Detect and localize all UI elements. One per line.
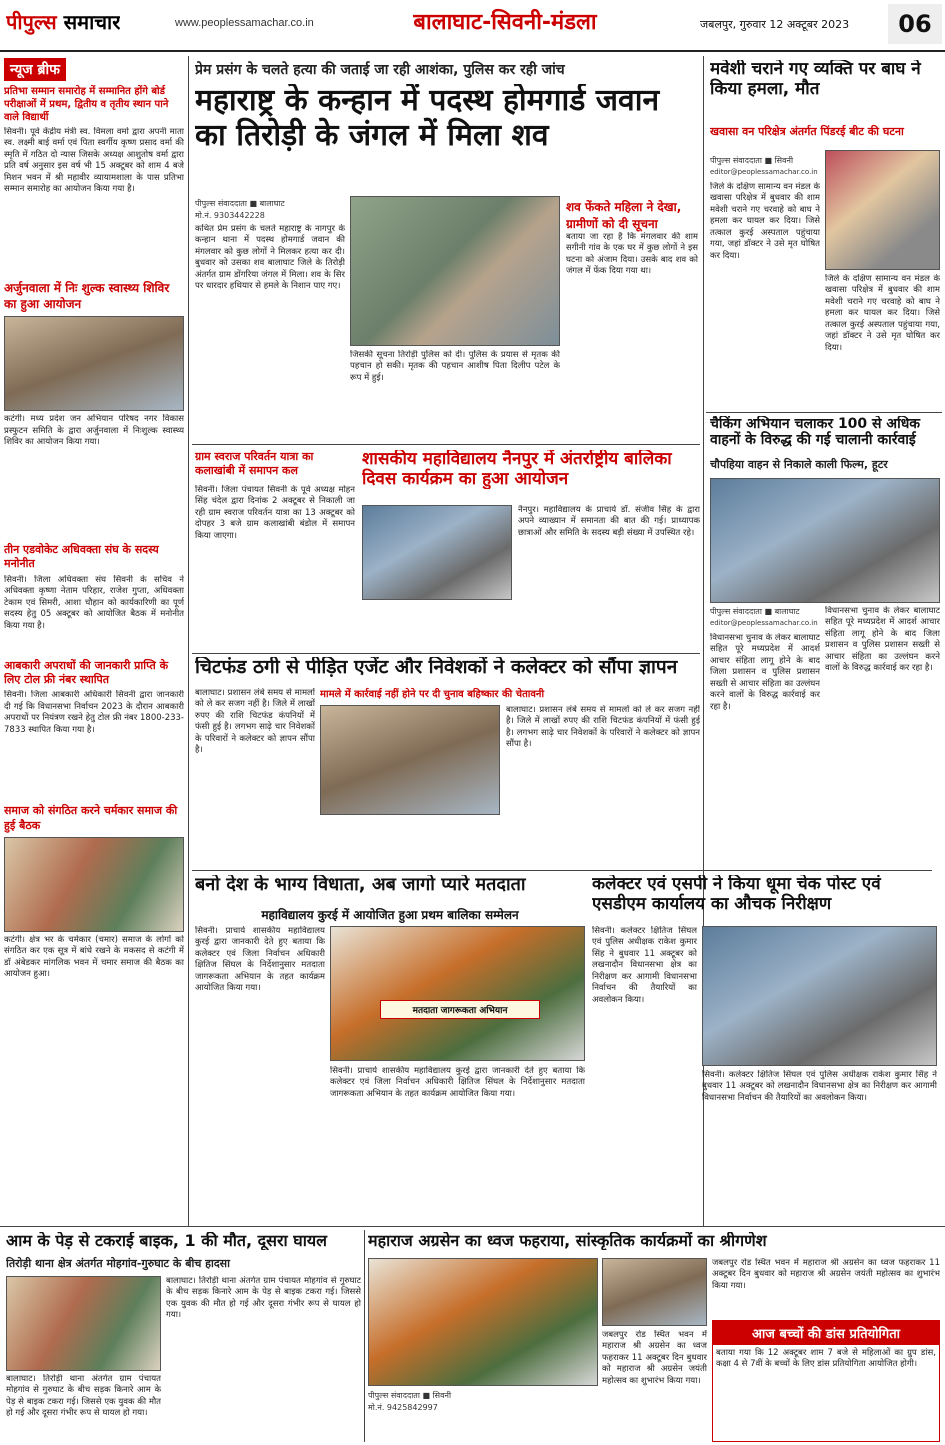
checking-body: विधानसभा चुनाव के लेकर बालाघाट सहित पूरे मध्यप्रदेश में आदर्श आचार संहिता लागू होने के बाद जिला प्रशासन व पुलिस प्रशासन सख्ती से आचार संहिता का उल्लंघन करने वालों के विरुद्ध कार्रवाई कर रहा है। bbox=[710, 633, 820, 712]
lead-subhead: शव फेंकते महिला ने देखा, ग्रामीणों को दी सूचना bbox=[566, 200, 682, 231]
column-rule bbox=[364, 1230, 365, 1442]
lead-photo bbox=[350, 196, 560, 346]
agrasen-photo bbox=[368, 1258, 598, 1386]
lead-kicker: प्रेम प्रसंग के चलते हत्या की जताई जा रही आशंका, पुलिस कर रही जांच bbox=[195, 62, 565, 78]
tiger-body: जिले के दक्षिण सामान्य वन मंडल के खवासा परिक्षेत्र में बुधवार की शाम मवेशी चराने गए चरवाहे को बाघ ने हमला कर घायल कर दिया। जिसे तत्काल कुरई अस्पताल पहुंचाया गया, जहां डॉक्टर ने उसे मृत घोषित कर दिया। bbox=[710, 182, 820, 261]
checking-subhead: चौपहिया वाहन से निकाले काली फिल्म, हूटर bbox=[710, 458, 888, 471]
website-url: www.peoplessamachar.co.in bbox=[175, 17, 314, 29]
voters-banner: मतदाता जागरूकता अभियान bbox=[380, 1000, 540, 1019]
accident-body-cont: बालाघाट। तिरोड़ी थाना अंतर्गत ग्राम पंचायत मोहगांव से गुरुघाट के बीच सड़क किनारे आम के पेड़ से बाइक टकरा गई। जिससे एक युवक की मौत हो गई और दूसरा गंभीर रूप से घायल हो गया। bbox=[166, 1276, 361, 1321]
voters-body: सिवनी। प्राचार्य शासकीय महाविद्यालय कुरई द्वारा जानकारी देते हुए बताया कि कलेक्टर एवं जिला निर्वाचन अधिकारी क्षितिज सिंघल के निर्देशानुसार मतदाता जागरूकता अभियान के तहत कार्यक्रम आयोजित किया गया। bbox=[195, 926, 325, 994]
voters-subhead: महाविद्यालय कुरई में आयोजित हुआ प्रथम बालिका सम्मेलन bbox=[261, 908, 519, 922]
tiger-victim-photo bbox=[825, 150, 940, 270]
voters-body-cont: सिवनी। प्राचार्य शासकीय महाविद्यालय कुरई द्वारा जानकारी देते हुए बताया कि कलेक्टर एवं जिला निर्वाचन अधिकारी क्षितिज सिंघल के निर्देशानुसार मतदाता जागरूकता अभियान के तहत कार्यक्रम आयोजित किया गया। bbox=[330, 1066, 585, 1099]
brief-headline: तीन एडवोकेट अधिवक्ता संघ के सदस्य मनोनीत bbox=[4, 543, 159, 571]
brief-headline: अर्जुनवाला में निः शुल्क स्वास्थ्य शिविर का हुआ आयोजन bbox=[4, 281, 170, 311]
byline: पीपुल्स संवाददाता ■ सिवनी bbox=[368, 1391, 452, 1400]
chitfund-headline: चिटफंड ठगी से पीड़ित एजेंट और निवेशकों ने कलेक्टर को सौंपा ज्ञापन bbox=[195, 657, 678, 678]
dateline: जबलपुर, गुरुवार 12 अक्टूबर 2023 bbox=[700, 18, 850, 31]
tiger-subhead: खवासा वन परिक्षेत्र अंतर्गत पिंडरई बीट की घटना bbox=[710, 125, 904, 138]
gram-headline: ग्राम स्वराज परिवर्तन यात्रा का कलाखांबी में समापन कल bbox=[195, 450, 314, 478]
chitfund-body: बालाघाट। प्रशासन लंबे समय से मामलों को ले कर सजग नहीं है। जिले में लाखों रुपए की राशि चिटफंड कंपनियों में फंसी हुई है। लगभग साढ़े चार निवेशकों के परिवारों ने कलेक्टर को ज्ञापन सौंपा है। bbox=[195, 688, 315, 756]
chitfund-body-cont: बालाघाट। प्रशासन लंबे समय से मामलों को ले कर सजग नहीं है। जिले में लाखों रुपए की राशि चिटफंड कंपनियों में फंसी हुई है। लगभग साढ़े चार निवेशकों के परिवारों ने कलेक्टर को ज्ञापन सौंपा है। bbox=[506, 705, 700, 750]
brief-body: कटंगी। क्षेत्र भर के चर्मकार (चमार) समाज के लोगों को संगठित कर एक सूत्र में बांधे रखने के मकसद से कटंगी में डॉ अंबेडकर मांगलिक भवन में चमार समाज की बैठक का आयोजन हुआ। bbox=[4, 934, 184, 980]
lead-body: कथित प्रेम प्रसंग के चलते महाराष्ट्र के नागपुर के कन्हान थाना में पदस्थ होमगार्ड जवान की मंगलवार को कुछ लोगों ने मिलकर हत्या कर दी। बुधवार को उसका शव बालाघाट जिले के तिरोड़ी अंतर्गत ग्राम डोंगरिया जंगल में मिला। शव के सिर पर धारदार हथियार से हमले के निशान पाए गए। bbox=[195, 224, 345, 292]
tiger-headline: मवेशी चराने गए व्यक्ति पर बाघ ने किया हमला, मौत bbox=[710, 60, 921, 99]
tiger-body-cont: जिले के दक्षिण सामान्य वन मंडल के खवासा परिक्षेत्र में बुधवार की शाम मवेशी चराने गए चरवाहे को बाघ ने हमला कर घायल कर दिया। जिसे तत्काल कुरई अस्पताल पहुंचाया गया, जहां डॉक्टर ने उसे मृत घोषित कर दिया। bbox=[825, 274, 940, 353]
voters-headline: बनो देश के भाग्य विधाता, अब जागो प्यारे मतदाता bbox=[195, 875, 526, 895]
story-rule bbox=[192, 870, 932, 871]
brief-headline: प्रतिभा सम्मान समारोह में सम्मानित होंगे बोर्ड परीक्षाओं में प्रथम, द्वितीय व तृतीय स्थान पाने वाले विद्यार्थी bbox=[4, 86, 169, 123]
college-photo bbox=[362, 505, 512, 600]
chitfund-subhead: मामले में कार्रवाई नहीं होने पर दी चुनाव बहिष्कार की चेतावनी bbox=[320, 689, 545, 700]
brief-body: सिवनी। पूर्व केंद्रीय मंत्री स्व. विमला वर्मा द्वारा अपनी माता स्व. लक्ष्मी बाई वर्मा एवं पिता स्वर्गीय कृष्ण प्रसाद वर्मा की स्मृति में गठित दो न्यास जिसके अध्यक्ष आशुतोष वर्मा द्वारा प्रति वर्ष अनुसार इस वर्ष भी 15 अक्टूबर को शाम 4 बजे मिशन भवन में श्री महावीर व्यायामशाला के पास प्रतिभा सम्मान समारोह का आयोजन किया गया है। bbox=[4, 127, 184, 195]
byline-email: editor@peoplessamachar.co.in bbox=[710, 619, 818, 627]
dance-box-heading: आज बच्चों की डांस प्रतियोगिता bbox=[713, 1321, 939, 1345]
lead-body: बताया जा रहा है कि मंगलवार की शाम सगीनी गांव के एक घर में कुछ लोगों ने इस घटना को अंजाम दिया। उसके बाद शव को जंगल में फेंक दिया गया था। bbox=[566, 232, 698, 277]
brief-body: कटंगी। मध्य प्रदेश जन अभियान परिषद नगर विकास प्रस्फुटन समिति के द्वारा अर्जुनवाला में निःशुल्क स्वास्थ्य शिविर का आयोजन किया गया। bbox=[4, 414, 184, 448]
collector-body-cont: सिवनी। कलेक्टर क्षितिज सिंघल एवं पुलिस अधीक्षक राकेश कुमार सिंह ने बुधवार 11 अक्टूबर को लखनादौन विधानसभा क्षेत्र का निरीक्षण कर आगामी विधानसभा निर्वाचन की तैयारियों का अवलोकन किया। bbox=[702, 1070, 937, 1103]
voters-photo bbox=[330, 926, 585, 1061]
college-body: नैनपुर। महाविद्यालय के प्राचार्य डॉ. संजीव सिंह के द्वारा अपने व्याख्यान में समानता की बात की गई। प्राध्यापक छात्राओं और समिति के सदस्य बड़ी संख्या में उपस्थित रहे। bbox=[518, 505, 700, 538]
brief-headline: आबकारी अपराधों की जानकारी प्राप्ति के लिए टोल फ्री नंबर स्थापित bbox=[4, 658, 169, 687]
column-rule bbox=[188, 56, 189, 1226]
section-title: बालाघाट-सिवनी-मंडला bbox=[413, 10, 597, 35]
dance-box-body: बताया गया कि 12 अक्टूबर शाम 7 बजे से महिलाओं का ग्रुप डांस, कक्षा 4 से 7वीं के बच्चों के लिए डांस प्रतियोगिता आयोजित होगी। bbox=[716, 1348, 936, 1370]
accident-photo bbox=[6, 1276, 161, 1371]
accident-body: बालाघाट। तिरोड़ी थाना अंतर्गत ग्राम पंचायत मोहगांव से गुरुघाट के बीच सड़क किनारे आम के पेड़ से बाइक टकरा गई। जिससे एक युवक की मौत हो गई और दूसरा गंभीर रूप से घायल हो गया। bbox=[6, 1374, 161, 1419]
health-camp-photo bbox=[4, 316, 184, 411]
checking-photo bbox=[710, 478, 940, 603]
news-brief-tag: न्यूज ब्रीफ bbox=[4, 58, 66, 81]
collector-headline: कलेक्टर एवं एसपी ने किया धूमा चेक पोस्ट एवं एसडीएम कार्यालय का औचक निरीक्षण bbox=[592, 875, 881, 914]
byline: पीपुल्स संवाददाता ■ सिवनी bbox=[710, 156, 794, 165]
accident-subhead: तिरोड़ी थाना क्षेत्र अंतर्गत मोहगांव-गुरुघाट के बीच हादसा bbox=[6, 1257, 230, 1270]
byline-email: editor@peoplessamachar.co.in bbox=[710, 168, 818, 176]
checking-headline: चैकिंग अभियान चलाकर 100 से अधिक वाहनों के विरुद्ध की गई चालानी कार्रवाई bbox=[710, 416, 921, 449]
page-number: 06 bbox=[888, 4, 942, 44]
story-rule bbox=[192, 444, 700, 445]
lead-body: जिसकी सूचना तिरोड़ी पुलिस को दी। पुलिस के प्रयास से मृतक की पहचान हो सकी। मृतक की पहचान आशीष पिता दिलीप पटेल के रूप में हुई। bbox=[350, 350, 560, 383]
agrasen-body-cont: जबलपुर रोड स्थित भवन में महाराज श्री अग्रसेन का ध्वज फहराकर 11 अक्टूबर दिन बुधवार को महाराज श्री अग्रसेन जयंती महोत्सव का शुभारंभ किया गया। bbox=[712, 1258, 940, 1291]
agrasen-headline: महाराज अग्रसेन का ध्वज फहराया, सांस्कृतिक कार्यक्रमों का श्रीगणेश bbox=[368, 1232, 767, 1250]
story-rule bbox=[192, 653, 700, 654]
row-rule bbox=[0, 1226, 945, 1227]
lead-headline: महाराष्ट्र के कन्हान में पदस्थ होमगार्ड जवान का तिरोड़ी के जंगल में मिला शव bbox=[195, 84, 660, 153]
brief-body: सिवनी। जिला आबकारी अधिकारी सिवनी द्वारा जानकारी दी गई कि विधानसभा निर्वाचन 2023 के दौरान आबकारी अपराधों पर नियंत्रण रखने हेतु टोल फ्री नंबर 1800-233-7833 स्थापित किया गया है। bbox=[4, 690, 184, 735]
dance-competition-box bbox=[712, 1320, 940, 1442]
brief-headline: समाज को संगठित करने चर्मकार समाज की हुई बैठक bbox=[4, 804, 178, 832]
byline: पीपुल्स संवाददाता ■ बालाघाट bbox=[710, 607, 800, 616]
byline-phone: मो.नं. 9303442228 bbox=[195, 211, 265, 220]
chitfund-photo bbox=[320, 705, 500, 815]
community-meeting-photo bbox=[4, 837, 184, 932]
college-headline: शासकीय महाविद्यालय नैनपुर में अंतर्राष्ट्रीय बालिका दिवस कार्यक्रम का हुआ आयोजन bbox=[362, 450, 672, 489]
story-rule bbox=[706, 412, 942, 413]
collector-photo bbox=[702, 926, 937, 1066]
byline-phone: मो.नं. 9425842997 bbox=[368, 1403, 438, 1412]
collector-body: सिवनी। कलेक्टर क्षितिज सिंघल एवं पुलिस अधीक्षक राकेश कुमार सिंह ने बुधवार 11 अक्टूबर को लखनादौन विधानसभा क्षेत्र का निरीक्षण कर आगामी विधानसभा निर्वाचन की तैयारियों का अवलोकन किया। bbox=[592, 926, 697, 1005]
newspaper-logo: पीपुल्स समाचार bbox=[6, 10, 121, 34]
checking-body-cont: विधानसभा चुनाव के लेकर बालाघाट सहित पूरे मध्यप्रदेश में आदर्श आचार संहिता लागू होने के बाद जिला प्रशासन व पुलिस प्रशासन सख्ती से आचार संहिता का उल्लंघन करने वालों के विरुद्ध कार्रवाई कर रहा है। bbox=[825, 606, 940, 674]
agrasen-idol-photo bbox=[602, 1258, 707, 1326]
byline: पीपुल्स संवाददाता ■ बालाघाट bbox=[195, 199, 285, 208]
news-brief-column bbox=[4, 58, 184, 1223]
brief-body: सिवनी। जिला अधिवक्ता संघ सिवनी के सचिव ने अधिवक्ता कृष्णा नेताम परिहार, राजेश गुप्ता, अधिवक्ता टेकाम एवं सिमरी, आशा चौहान को कार्यकारिणी का पूर्ण सदस्य हेतु 05 अक्टूबर को आयोजित बैठक में मनोनीत किया गया है। bbox=[4, 574, 184, 631]
accident-headline: आम के पेड़ से टकराई बाइक, 1 की मौत, दूसरा घायल bbox=[6, 1232, 327, 1250]
agrasen-body: जबलपुर रोड स्थित भवन में महाराज श्री अग्रसेन का ध्वज फहराकर 11 अक्टूबर दिन बुधवार को महाराज श्री अग्रसेन जयंती महोत्सव का शुभारंभ किया गया। bbox=[602, 1330, 707, 1386]
gram-body: सिवनी। जिला पंचायत सिवनी के पूर्व अध्यक्ष मोहन सिंह चंदेल द्वारा दिनांक 2 अक्टूबर से निकाली जा रही ग्राम स्वराज परिवर्तन यात्रा का 13 अक्टूबर को दोपहर 3 बजे ग्राम कलाखांबी बंडोल में समापन किया जाएगा। bbox=[195, 485, 355, 541]
